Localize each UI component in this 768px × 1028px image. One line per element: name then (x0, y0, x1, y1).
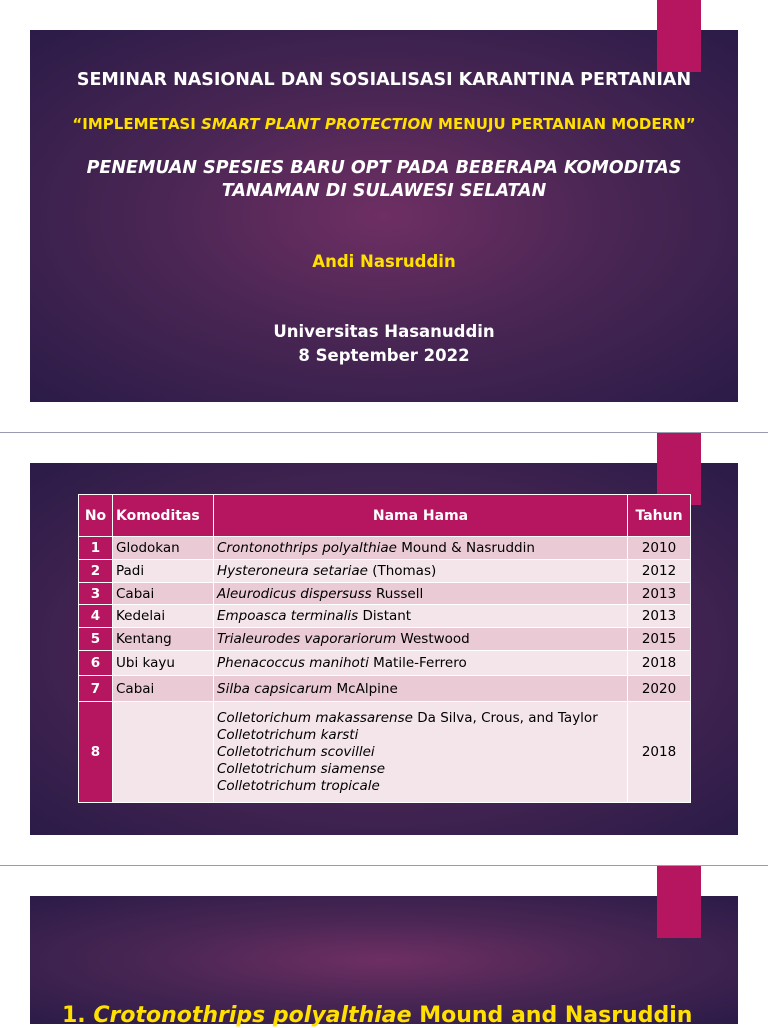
row-tahun: 2010 (628, 537, 691, 560)
table-row (79, 605, 691, 628)
row-tahun: 2015 (628, 628, 691, 651)
slide-divider (0, 865, 768, 866)
accent-tab (657, 866, 701, 938)
row-no: 7 (79, 676, 113, 702)
row-tahun: 2020 (628, 676, 691, 702)
header-komoditas: Komoditas (113, 495, 214, 537)
row-no: 5 (79, 628, 113, 651)
row-tahun: 2018 (628, 702, 691, 803)
talk-title: PENEMUAN SPESIES BARU OPT PADA BEBERAPA KOMODITAS TANAMAN DI SULAWESI SELATAN (86, 158, 682, 201)
row-nama-hama: Hysteroneura setariae (Thomas) (214, 560, 628, 583)
row-nama-hama: Colletorichum makassarense Da Silva, Crous, and Taylor Colletotrichum karsti Colletotrichum scovillei Colletotrichum siamense Colletotrichum tropicale (214, 702, 628, 803)
seminar-theme: “IMPLEMETASI SMART PLANT PROTECTION MENUJU PERTANIAN MODERN” (72, 115, 696, 133)
table-row (79, 676, 691, 702)
row-tahun: 2018 (628, 651, 691, 676)
row-komoditas: Glodokan (113, 537, 214, 560)
header-nama-hama: Nama Hama (214, 495, 628, 537)
table-row (79, 702, 691, 803)
row-no: 4 (79, 605, 113, 628)
row-komoditas (113, 702, 214, 803)
row-no: 6 (79, 651, 113, 676)
row-no: 2 (79, 560, 113, 583)
seminar-title: SEMINAR NASIONAL DAN SOSIALISASI KARANTINA PERTANIAN (76, 70, 692, 90)
row-no: 3 (79, 583, 113, 605)
row-komoditas: Cabai (113, 583, 214, 605)
row-nama-hama: Crontonothrips polyalthiae Mound & Nasruddin (214, 537, 628, 560)
row-nama-hama: Empoasca terminalis Distant (214, 605, 628, 628)
row-tahun: 2012 (628, 560, 691, 583)
table-row (79, 651, 691, 676)
row-komoditas: Kentang (113, 628, 214, 651)
row-no: 8 (79, 702, 113, 803)
row-no: 1 (79, 537, 113, 560)
row-nama-hama: Phenacoccus manihoti Matile-Ferrero (214, 651, 628, 676)
slide-divider (0, 432, 768, 433)
row-nama-hama: Silba capsicarum McAlpine (214, 676, 628, 702)
table-row (79, 560, 691, 583)
section-title: 1. Crotonothrips polyalthiae Mound and Nasruddin (62, 1003, 693, 1028)
row-komoditas: Cabai (113, 676, 214, 702)
row-tahun: 2013 (628, 583, 691, 605)
table-row (79, 537, 691, 560)
row-tahun: 2013 (628, 605, 691, 628)
table-row (79, 583, 691, 605)
pest-table (78, 494, 691, 803)
affiliation: Universitas Hasanuddin 8 September 2022 (273, 322, 495, 365)
header-tahun: Tahun (628, 495, 691, 537)
row-nama-hama: Aleurodicus dispersuss Russell (214, 583, 628, 605)
row-komoditas: Ubi kayu (113, 651, 214, 676)
row-komoditas: Kedelai (113, 605, 214, 628)
header-no: No (79, 495, 113, 537)
author-name: Andi Nasruddin (312, 252, 456, 271)
row-komoditas: Padi (113, 560, 214, 583)
accent-tab (657, 0, 701, 72)
table-header-row (79, 495, 691, 537)
table-row (79, 628, 691, 651)
row-nama-hama: Trialeurodes vaporariorum Westwood (214, 628, 628, 651)
